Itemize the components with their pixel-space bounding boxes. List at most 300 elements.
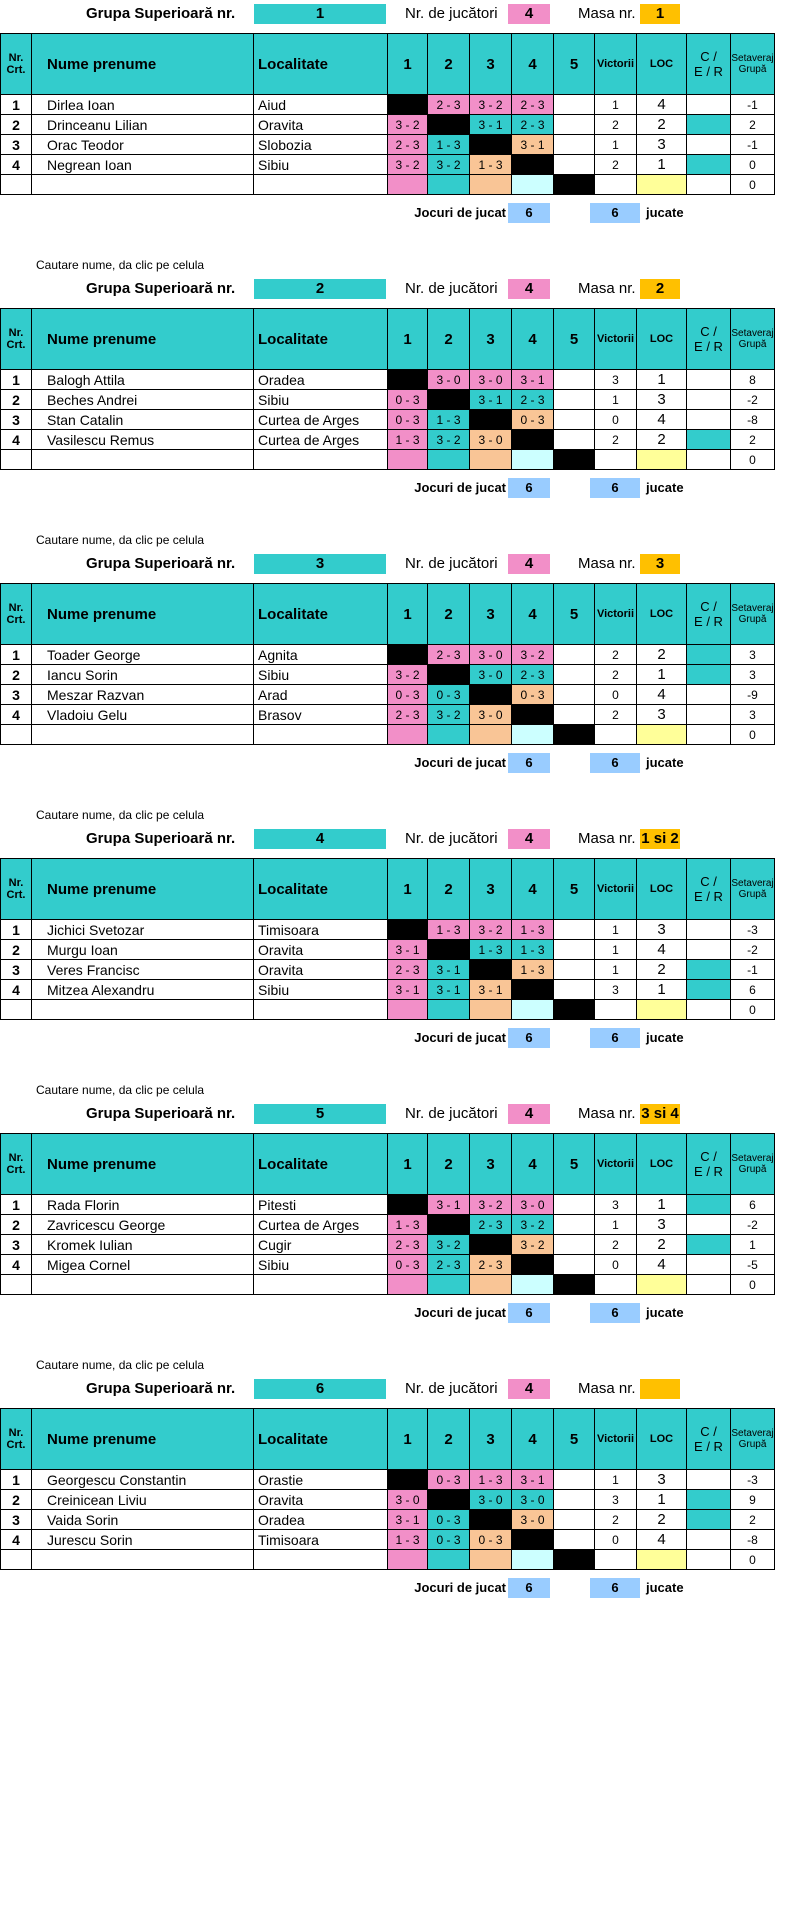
score-cell-5[interactable] [554, 685, 595, 705]
score-cell[interactable] [512, 175, 554, 195]
score-cell[interactable]: 3 - 2 [470, 95, 512, 115]
score-cell[interactable]: 1 - 3 [512, 940, 554, 960]
player-locality[interactable] [254, 725, 388, 745]
col-opponent-3: 3 [470, 1409, 512, 1470]
score-cell[interactable] [470, 135, 512, 155]
score-cell-5[interactable] [554, 135, 595, 155]
cer-cell[interactable] [687, 450, 731, 470]
player-row [1, 980, 785, 1000]
table-label: Masa nr. [578, 280, 636, 297]
score-cell[interactable] [388, 1195, 428, 1215]
score-cell[interactable] [388, 920, 428, 940]
score-cell[interactable] [428, 940, 470, 960]
score-cell-5[interactable] [554, 1510, 595, 1530]
score-cell[interactable] [554, 175, 595, 195]
player-locality[interactable]: Pitesti [254, 1195, 388, 1215]
score-cell[interactable] [554, 725, 595, 745]
empty-row [1, 725, 785, 745]
score-cell[interactable]: 3 - 1 [512, 1470, 554, 1490]
player-locality[interactable]: Timisoara [254, 920, 388, 940]
cer-cell[interactable] [687, 1530, 731, 1550]
score-cell[interactable]: 3 - 1 [388, 1510, 428, 1530]
score-cell[interactable] [388, 725, 428, 745]
player-locality[interactable]: Timisoara [254, 1530, 388, 1550]
cer-cell[interactable] [687, 135, 731, 155]
score-cell[interactable] [428, 1550, 470, 1570]
place-cell [637, 1275, 687, 1295]
score-cell[interactable]: 2 - 3 [388, 960, 428, 980]
score-cell[interactable]: 3 - 2 [428, 1235, 470, 1255]
score-cell[interactable] [512, 1000, 554, 1020]
score-cell[interactable] [428, 390, 470, 410]
player-locality[interactable]: Curtea de Arges [254, 410, 388, 430]
score-cell[interactable] [470, 960, 512, 980]
group-number[interactable]: 1 [254, 4, 386, 24]
player-name[interactable]: Drinceanu Lilian [32, 115, 254, 135]
empty-row [1, 1550, 785, 1570]
group-header [0, 278, 785, 300]
player-name[interactable] [32, 175, 254, 195]
score-cell[interactable]: 1 - 3 [388, 1530, 428, 1550]
col-nr-label: Nr. [8, 1152, 24, 1164]
score-cell[interactable]: 3 - 0 [428, 370, 470, 390]
player-locality[interactable]: Oravita [254, 940, 388, 960]
search-hint[interactable]: Cautare nume, da clic pe celula [36, 533, 205, 547]
score-cell[interactable]: 2 - 3 [512, 390, 554, 410]
cer-cell[interactable] [687, 1255, 731, 1275]
cer-cell[interactable] [687, 1215, 731, 1235]
score-cell[interactable] [512, 1255, 554, 1275]
score-cell[interactable] [512, 1550, 554, 1570]
score-cell[interactable] [388, 1550, 428, 1570]
score-cell-5[interactable] [554, 390, 595, 410]
table-number[interactable]: 2 [640, 279, 680, 299]
score-cell[interactable]: 3 - 2 [388, 665, 428, 685]
score-cell[interactable] [512, 1530, 554, 1550]
wins-cell [595, 1000, 637, 1020]
cer-cell[interactable] [687, 1470, 731, 1490]
cer-cell[interactable] [687, 410, 731, 430]
score-cell[interactable]: 2 - 3 [470, 1215, 512, 1235]
player-name[interactable]: Jurescu Sorin [32, 1530, 254, 1550]
cer-cell[interactable] [687, 1000, 731, 1020]
score-cell[interactable]: 0 - 3 [388, 410, 428, 430]
score-cell[interactable] [512, 430, 554, 450]
score-cell[interactable]: 3 - 0 [470, 645, 512, 665]
group-number[interactable]: 2 [254, 279, 386, 299]
score-cell[interactable] [470, 1275, 512, 1295]
score-cell[interactable] [428, 175, 470, 195]
cer-cell[interactable] [687, 1195, 731, 1215]
score-cell[interactable]: 0 - 3 [428, 685, 470, 705]
cer-cell[interactable] [687, 115, 731, 135]
player-name[interactable]: Mitzea Alexandru [32, 980, 254, 1000]
score-cell[interactable]: 1 - 3 [428, 135, 470, 155]
col-name: Nume prenume [32, 584, 254, 645]
player-name[interactable]: Vasilescu Remus [32, 430, 254, 450]
score-cell[interactable] [512, 725, 554, 745]
player-locality[interactable] [254, 450, 388, 470]
score-cell[interactable] [428, 115, 470, 135]
player-name[interactable]: Negrean Ioan [32, 155, 254, 175]
score-cell[interactable]: 3 - 0 [470, 1490, 512, 1510]
col-opponent-5: 5 [554, 1134, 595, 1195]
cer-cell[interactable] [687, 705, 731, 725]
score-cell[interactable]: 1 - 3 [470, 940, 512, 960]
score-cell[interactable]: 3 - 0 [470, 370, 512, 390]
score-cell-5[interactable] [554, 705, 595, 725]
player-locality[interactable]: Brasov [254, 705, 388, 725]
cer-cell[interactable] [687, 1510, 731, 1530]
score-cell[interactable]: 2 - 3 [470, 1255, 512, 1275]
score-cell[interactable]: 3 - 0 [512, 1510, 554, 1530]
table-number[interactable]: 3 si 4 [641, 1105, 679, 1122]
player-locality[interactable]: Sibiu [254, 155, 388, 175]
player-locality[interactable] [254, 1275, 388, 1295]
player-name[interactable]: Vaida Sorin [32, 1510, 254, 1530]
player-locality[interactable]: Sibiu [254, 665, 388, 685]
cer-cell[interactable] [687, 1275, 731, 1295]
player-name[interactable]: Iancu Sorin [32, 665, 254, 685]
search-hint[interactable]: Cautare nume, da clic pe celula [36, 808, 205, 822]
score-cell[interactable]: 3 - 0 [512, 1195, 554, 1215]
player-name[interactable]: Meszar Razvan [32, 685, 254, 705]
score-cell[interactable]: 3 - 2 [388, 115, 428, 135]
score-cell[interactable] [554, 1275, 595, 1295]
player-name[interactable]: Migea Cornel [32, 1255, 254, 1275]
score-cell-5[interactable] [554, 115, 595, 135]
player-locality[interactable]: Aiud [254, 95, 388, 115]
score-cell[interactable] [470, 410, 512, 430]
player-name[interactable]: Orac Teodor [32, 135, 254, 155]
score-cell[interactable]: 3 - 2 [470, 920, 512, 940]
score-cell[interactable]: 2 - 3 [428, 1255, 470, 1275]
setaveraj-cell: 2 [731, 1510, 775, 1530]
score-cell[interactable] [428, 665, 470, 685]
table-number[interactable]: 1 [640, 4, 680, 24]
score-cell-5[interactable] [554, 1215, 595, 1235]
score-cell[interactable]: 0 - 3 [388, 1255, 428, 1275]
cer-cell[interactable] [687, 155, 731, 175]
score-cell[interactable]: 3 - 1 [388, 940, 428, 960]
table-number[interactable]: 3 [640, 554, 680, 574]
player-name[interactable] [32, 1275, 254, 1295]
col-place: LOC [637, 34, 687, 95]
score-cell[interactable] [470, 1510, 512, 1530]
cer-cell[interactable] [687, 960, 731, 980]
score-cell[interactable]: 3 - 2 [428, 705, 470, 725]
score-cell[interactable] [388, 175, 428, 195]
score-cell[interactable] [512, 705, 554, 725]
player-locality[interactable] [254, 175, 388, 195]
score-cell-5[interactable] [554, 1235, 595, 1255]
player-name[interactable]: Beches Andrei [32, 390, 254, 410]
score-cell[interactable]: 3 - 0 [470, 665, 512, 685]
score-cell[interactable]: 2 - 3 [388, 135, 428, 155]
player-name[interactable]: Kromek Iulian [32, 1235, 254, 1255]
score-cell[interactable]: 2 - 3 [388, 1235, 428, 1255]
col-setaveraj [731, 859, 775, 920]
score-cell[interactable] [470, 1000, 512, 1020]
score-cell-5[interactable] [554, 155, 595, 175]
score-cell[interactable]: 3 - 0 [512, 1490, 554, 1510]
score-cell[interactable]: 3 - 1 [512, 370, 554, 390]
score-cell[interactable]: 0 - 3 [470, 1530, 512, 1550]
setaveraj-cell: 0 [731, 1275, 775, 1295]
score-cell[interactable]: 3 - 0 [470, 705, 512, 725]
score-cell[interactable] [428, 1275, 470, 1295]
col-nr-label: Nr. [8, 877, 24, 889]
players-label: Nr. de jucători [405, 5, 498, 22]
score-cell-5[interactable] [554, 645, 595, 665]
score-cell[interactable]: 1 - 3 [470, 1470, 512, 1490]
score-cell[interactable] [470, 1550, 512, 1570]
score-cell-5[interactable] [554, 1490, 595, 1510]
cer-cell[interactable] [687, 980, 731, 1000]
score-cell[interactable]: 1 - 3 [388, 1215, 428, 1235]
col-nr-label: Nr. [8, 52, 24, 64]
player-name[interactable]: Murgu Ioan [32, 940, 254, 960]
score-cell[interactable] [388, 645, 428, 665]
score-cell[interactable] [428, 1215, 470, 1235]
score-cell[interactable] [512, 980, 554, 1000]
wins-cell: 3 [595, 1195, 637, 1215]
score-cell[interactable] [388, 370, 428, 390]
score-cell[interactable]: 0 - 3 [512, 410, 554, 430]
player-locality[interactable]: Oradea [254, 370, 388, 390]
score-cell[interactable]: 3 - 0 [470, 430, 512, 450]
player-name[interactable]: Vladoiu Gelu [32, 705, 254, 725]
player-name[interactable]: Balogh Attila [32, 370, 254, 390]
player-name[interactable]: Creinicean Liviu [32, 1490, 254, 1510]
player-locality[interactable]: Oravita [254, 1490, 388, 1510]
score-cell[interactable]: 3 - 2 [512, 645, 554, 665]
score-cell[interactable] [470, 1235, 512, 1255]
player-name[interactable]: Dirlea Ioan [32, 95, 254, 115]
score-cell[interactable]: 3 - 1 [428, 960, 470, 980]
cer-cell[interactable] [687, 685, 731, 705]
player-locality[interactable]: Cugir [254, 1235, 388, 1255]
player-locality[interactable]: Curtea de Arges [254, 430, 388, 450]
group-number[interactable]: 4 [254, 829, 386, 849]
row-number [1, 1000, 32, 1020]
score-cell-5[interactable] [554, 370, 595, 390]
score-cell-5[interactable] [554, 1255, 595, 1275]
score-cell[interactable] [428, 450, 470, 470]
wins-cell: 1 [595, 1470, 637, 1490]
player-name[interactable]: Stan Catalin [32, 410, 254, 430]
score-cell[interactable]: 1 - 3 [428, 920, 470, 940]
player-row [1, 95, 785, 115]
col-locality: Localitate [254, 309, 388, 370]
player-locality[interactable]: Curtea de Arges [254, 1215, 388, 1235]
score-cell[interactable]: 2 - 3 [428, 95, 470, 115]
group-number[interactable]: 6 [254, 1379, 386, 1399]
player-locality[interactable]: Orastie [254, 1470, 388, 1490]
group-number[interactable]: 5 [254, 1104, 386, 1124]
cer-cell[interactable] [687, 175, 731, 195]
score-cell-5[interactable] [554, 430, 595, 450]
row-number: 3 [1, 1235, 32, 1255]
score-cell[interactable]: 3 - 1 [428, 1195, 470, 1215]
player-locality[interactable]: Arad [254, 685, 388, 705]
score-cell[interactable]: 0 - 3 [388, 685, 428, 705]
score-cell-5[interactable] [554, 410, 595, 430]
cer-cell[interactable] [687, 725, 731, 745]
score-cell-5[interactable] [554, 1530, 595, 1550]
score-cell-5[interactable] [554, 960, 595, 980]
cer-cell[interactable] [687, 665, 731, 685]
cer-cell[interactable] [687, 645, 731, 665]
player-locality[interactable]: Slobozia [254, 135, 388, 155]
score-cell[interactable]: 0 - 3 [428, 1470, 470, 1490]
group-number[interactable]: 3 [254, 554, 386, 574]
score-cell[interactable] [470, 725, 512, 745]
player-locality[interactable]: Oradea [254, 1510, 388, 1530]
score-cell[interactable]: 1 - 3 [470, 155, 512, 175]
wins-cell: 3 [595, 370, 637, 390]
score-cell[interactable] [470, 450, 512, 470]
cer-cell[interactable] [687, 940, 731, 960]
player-name[interactable] [32, 450, 254, 470]
cer-cell[interactable] [687, 1490, 731, 1510]
player-name[interactable]: Rada Florin [32, 1195, 254, 1215]
row-number: 4 [1, 155, 32, 175]
player-locality[interactable]: Sibiu [254, 390, 388, 410]
player-name[interactable]: Zavricescu George [32, 1215, 254, 1235]
col-sets-label-2: Grupă [738, 889, 767, 900]
player-row [1, 665, 785, 685]
search-hint[interactable]: Cautare nume, da clic pe celula [36, 1358, 205, 1372]
score-cell[interactable]: 2 - 3 [512, 115, 554, 135]
score-cell[interactable]: 3 - 1 [512, 135, 554, 155]
score-cell[interactable]: 0 - 3 [428, 1530, 470, 1550]
score-cell[interactable]: 3 - 2 [512, 1235, 554, 1255]
score-cell[interactable] [554, 1000, 595, 1020]
score-cell[interactable]: 3 - 2 [470, 1195, 512, 1215]
score-cell[interactable] [428, 725, 470, 745]
player-name[interactable] [32, 1550, 254, 1570]
place-cell: 3 [637, 390, 687, 410]
score-cell[interactable]: 3 - 1 [428, 980, 470, 1000]
table-number[interactable] [640, 1379, 680, 1399]
place-cell: 3 [637, 135, 687, 155]
player-locality[interactable] [254, 1000, 388, 1020]
score-cell[interactable] [554, 1550, 595, 1570]
player-locality[interactable]: Sibiu [254, 1255, 388, 1275]
score-cell[interactable]: 3 - 2 [428, 155, 470, 175]
score-cell[interactable] [512, 1275, 554, 1295]
cer-cell[interactable] [687, 370, 731, 390]
cer-cell[interactable] [687, 430, 731, 450]
group-table [0, 33, 785, 195]
score-cell[interactable]: 1 - 3 [512, 960, 554, 980]
score-cell[interactable]: 2 - 3 [388, 705, 428, 725]
score-cell[interactable]: 0 - 3 [512, 685, 554, 705]
score-cell-5[interactable] [554, 1195, 595, 1215]
score-cell[interactable]: 1 - 3 [512, 920, 554, 940]
score-cell[interactable] [512, 450, 554, 470]
player-locality[interactable] [254, 1550, 388, 1570]
setaveraj-cell: 2 [731, 115, 775, 135]
score-cell[interactable] [428, 1000, 470, 1020]
player-locality[interactable]: Sibiu [254, 980, 388, 1000]
score-cell[interactable]: 3 - 0 [388, 1490, 428, 1510]
place-cell: 4 [637, 95, 687, 115]
player-name[interactable]: Jichici Svetozar [32, 920, 254, 940]
score-cell[interactable]: 2 - 3 [512, 665, 554, 685]
score-cell[interactable] [554, 450, 595, 470]
score-cell[interactable] [512, 155, 554, 175]
score-cell[interactable]: 1 - 3 [388, 430, 428, 450]
score-cell[interactable]: 2 - 3 [512, 95, 554, 115]
score-cell-5[interactable] [554, 665, 595, 685]
cer-cell[interactable] [687, 390, 731, 410]
score-cell[interactable]: 3 - 1 [470, 390, 512, 410]
cer-cell[interactable] [687, 1235, 731, 1255]
setaveraj-cell: 9 [731, 1490, 775, 1510]
score-cell[interactable]: 0 - 3 [388, 390, 428, 410]
score-cell[interactable] [388, 95, 428, 115]
score-cell[interactable] [388, 1275, 428, 1295]
wins-cell: 0 [595, 1530, 637, 1550]
player-name[interactable]: Toader George [32, 645, 254, 665]
score-cell[interactable]: 3 - 1 [388, 980, 428, 1000]
score-cell-5[interactable] [554, 940, 595, 960]
search-hint[interactable]: Cautare nume, da clic pe celula [36, 258, 205, 272]
score-cell[interactable]: 2 - 3 [428, 645, 470, 665]
score-cell-5[interactable] [554, 95, 595, 115]
player-locality[interactable]: Agnita [254, 645, 388, 665]
cer-cell[interactable] [687, 1550, 731, 1570]
score-cell-5[interactable] [554, 1470, 595, 1490]
score-cell[interactable] [388, 1470, 428, 1490]
score-cell[interactable]: 3 - 2 [512, 1215, 554, 1235]
place-cell [637, 1000, 687, 1020]
score-cell[interactable] [388, 450, 428, 470]
player-name[interactable]: Veres Francisc [32, 960, 254, 980]
score-cell-5[interactable] [554, 920, 595, 940]
cer-cell[interactable] [687, 95, 731, 115]
score-cell[interactable]: 3 - 1 [470, 980, 512, 1000]
score-cell[interactable]: 0 - 3 [428, 1510, 470, 1530]
games-to-play-label: Jocuri de jucat [414, 480, 506, 495]
player-locality[interactable]: Oravita [254, 115, 388, 135]
score-cell[interactable] [428, 1490, 470, 1510]
player-name[interactable] [32, 725, 254, 745]
row-number: 4 [1, 1255, 32, 1275]
score-cell[interactable]: 3 - 1 [470, 115, 512, 135]
score-cell[interactable]: 3 - 2 [388, 155, 428, 175]
place-cell: 4 [637, 685, 687, 705]
table-number[interactable]: 1 si 2 [641, 830, 679, 847]
col-wins: Victorii [595, 1409, 637, 1470]
player-locality[interactable]: Oravita [254, 960, 388, 980]
col-nr-label: Nr. [8, 602, 24, 614]
search-hint[interactable]: Cautare nume, da clic pe celula [36, 1083, 205, 1097]
score-cell[interactable]: 1 - 3 [428, 410, 470, 430]
score-cell[interactable]: 3 - 2 [428, 430, 470, 450]
score-cell[interactable] [470, 175, 512, 195]
player-name[interactable]: Georgescu Constantin [32, 1470, 254, 1490]
score-cell[interactable] [470, 685, 512, 705]
player-name[interactable] [32, 1000, 254, 1020]
score-cell[interactable] [388, 1000, 428, 1020]
cer-cell[interactable] [687, 920, 731, 940]
score-cell-5[interactable] [554, 980, 595, 1000]
setaveraj-cell: -5 [731, 1255, 775, 1275]
wins-cell: 2 [595, 1235, 637, 1255]
